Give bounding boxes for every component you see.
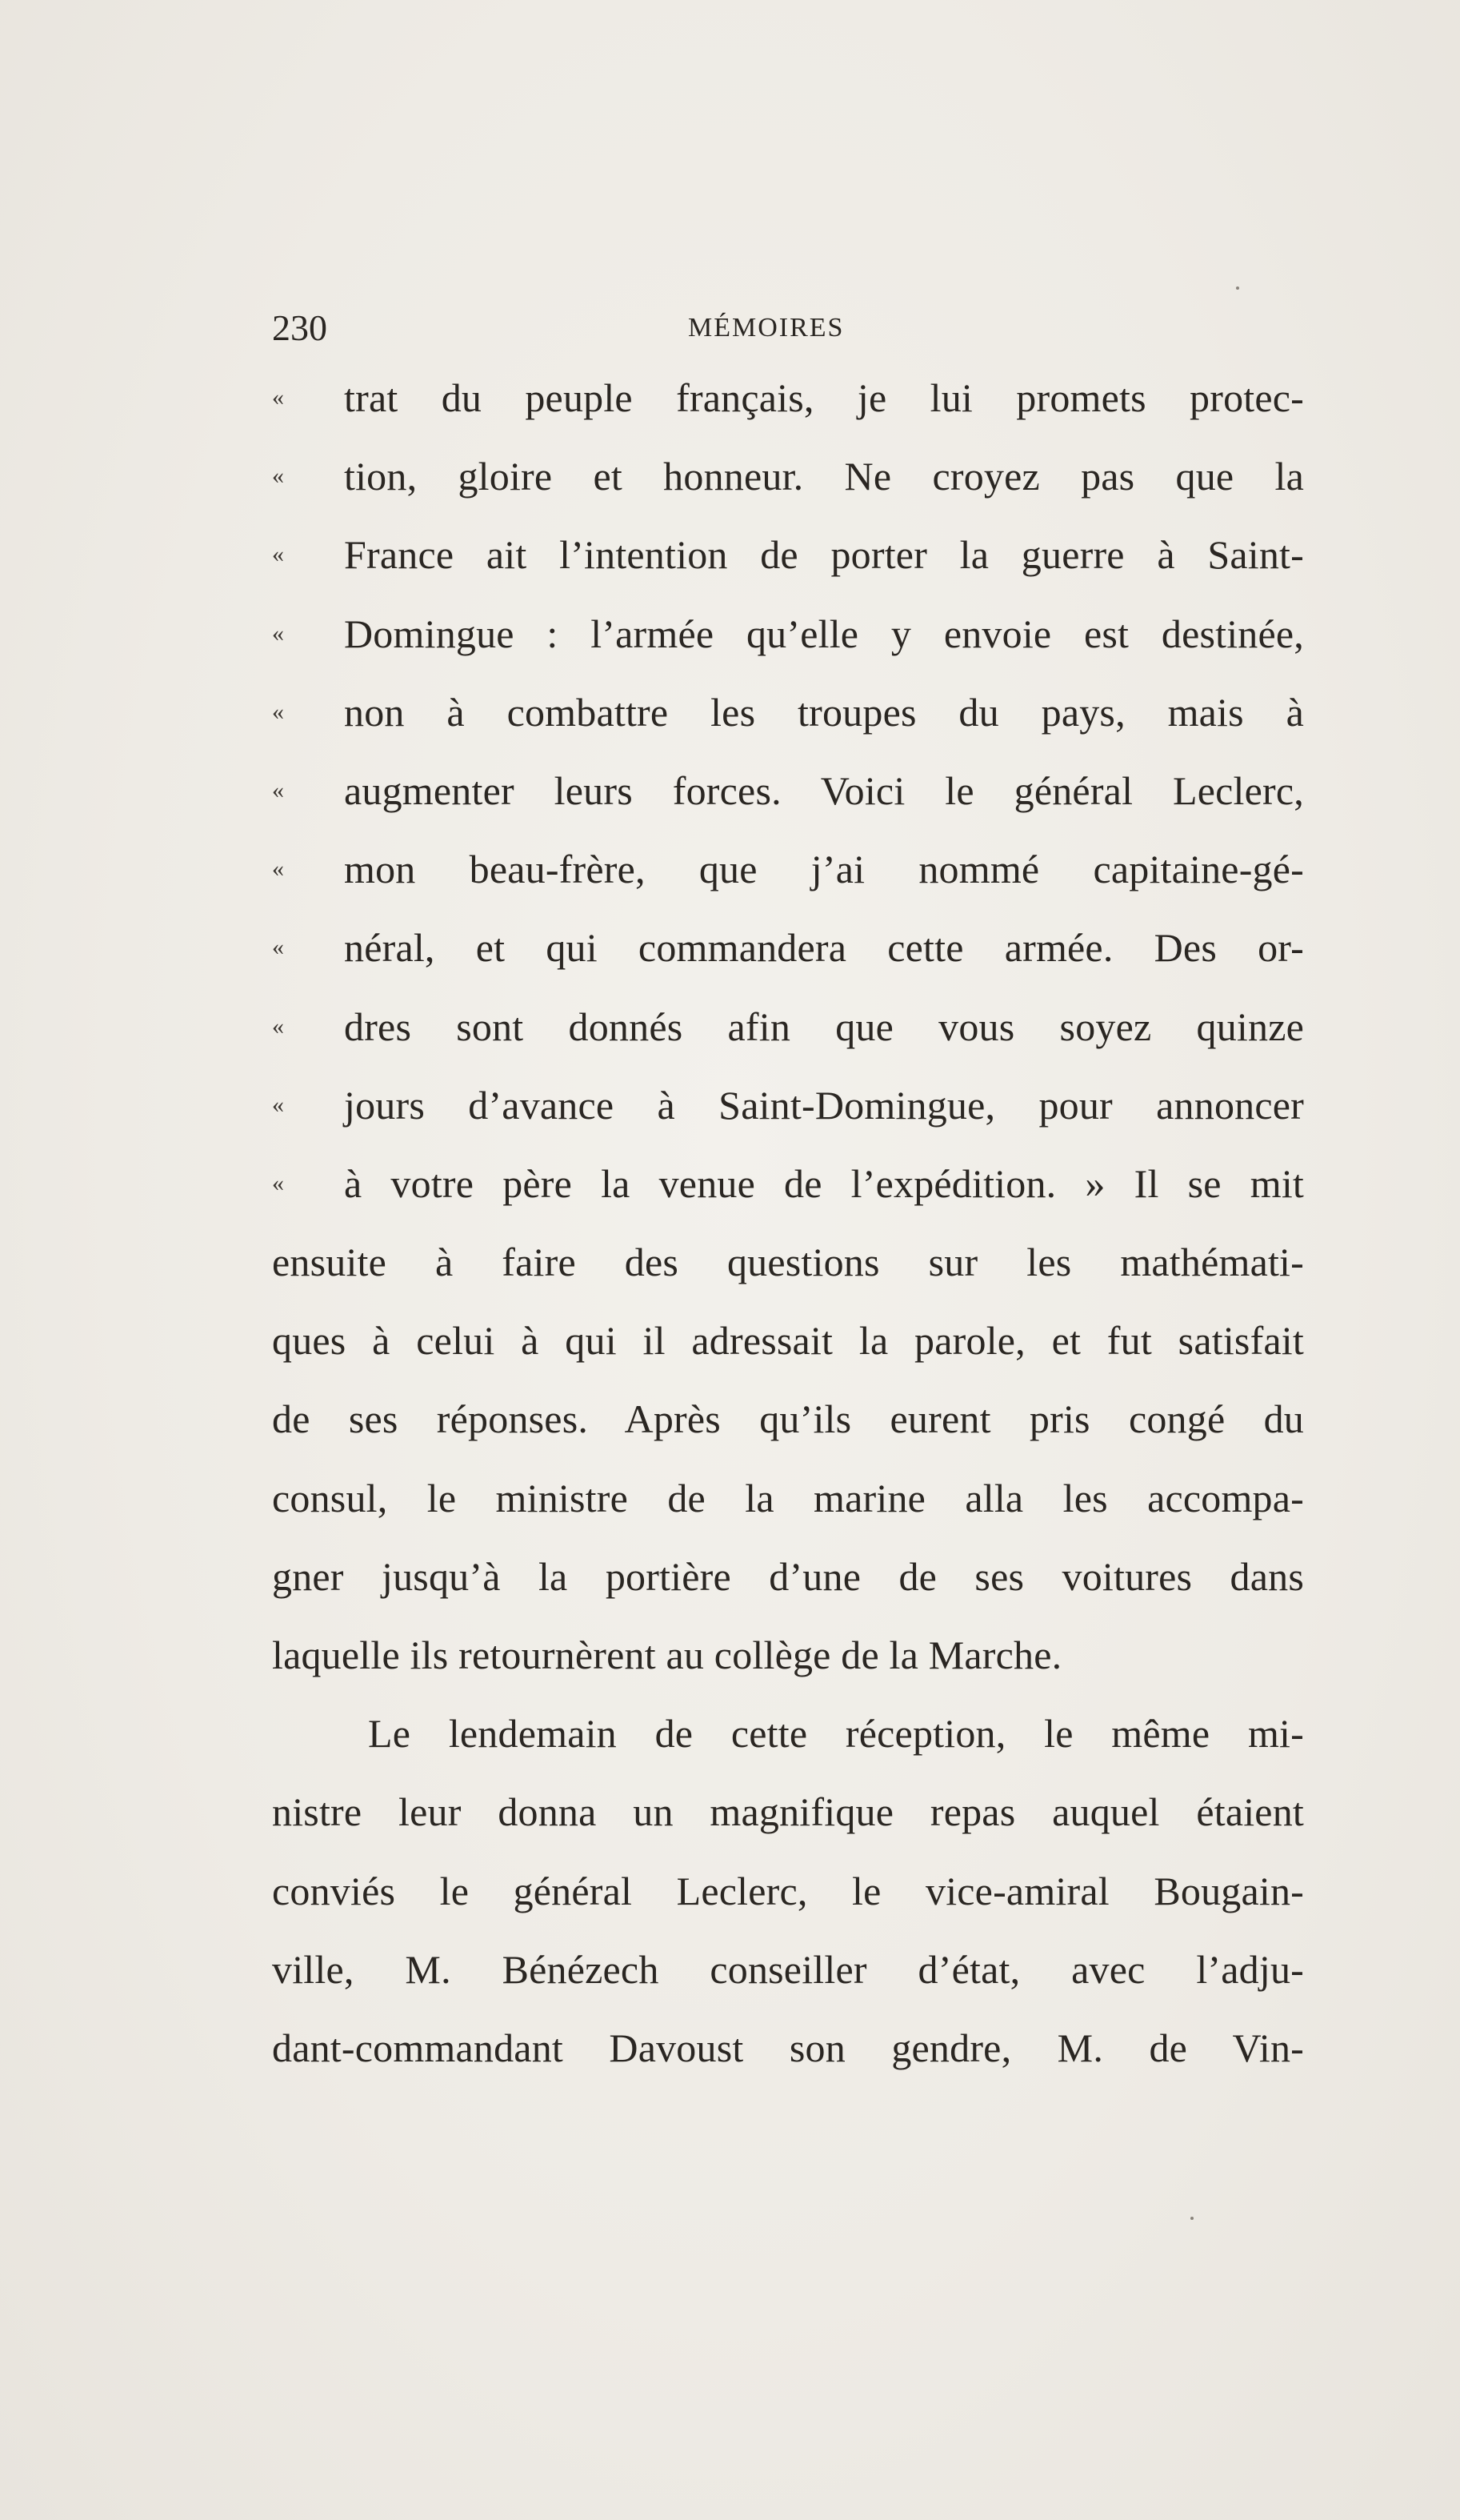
body-text (272, 359, 1304, 2087)
line-text: dant-commandant Davoust son gendre, M. de Vin- (272, 2025, 1304, 2070)
line-text: laquelle ils retournèrent au collège de la Marche. (272, 1633, 1062, 1677)
line-text: nistre leur donna un magnifique repas auquel étaient (272, 1789, 1304, 1835)
text-line (272, 988, 1304, 1066)
text-line (272, 673, 1304, 751)
text-line (272, 1066, 1304, 1144)
quote-mark: « (272, 541, 285, 568)
text-line (272, 1852, 1304, 1930)
text-line (272, 2009, 1304, 2087)
page-number: 230 (272, 307, 327, 348)
quote-mark: « (272, 855, 285, 883)
line-text: augmenter leurs forces. Voici le général Leclerc, (344, 767, 1304, 813)
line-text: tion, gloire et honneur. Ne croyez pas que la (344, 454, 1304, 499)
line-text: dres sont donnés afin que vous soyez quinze (344, 1004, 1304, 1049)
text-line (272, 1223, 1304, 1301)
line-text: Domingue : l’armée qu’elle y envoie est destinée, (344, 611, 1304, 656)
text-line (272, 1301, 1304, 1380)
text-line (272, 515, 1304, 594)
text-line (272, 908, 1304, 987)
line-text: trat du peuple français, je lui promets protec- (344, 375, 1304, 420)
quote-mark: « (272, 698, 285, 725)
text-line (272, 437, 1304, 515)
paper-speck (1236, 286, 1239, 290)
text-line (272, 1380, 1304, 1458)
line-text: de ses réponses. Après qu’ils eurent pris congé du (272, 1396, 1304, 1442)
text-line (272, 751, 1304, 830)
text-line (272, 595, 1304, 673)
text-line (272, 1773, 1304, 1851)
line-text: France ait l’intention de porter la guerre à Saint- (344, 532, 1304, 578)
line-text: mon beau-frère, que j’ai nommé capitaine-gé- (344, 847, 1304, 892)
quote-mark: « (272, 934, 285, 961)
paper-speck (1190, 2217, 1194, 2220)
text-line (272, 1144, 1304, 1223)
quote-mark: « (272, 776, 285, 803)
line-text: à votre père la venue de l’expédition. » Il se mit (344, 1160, 1304, 1206)
line-text: consul, le ministre de la marine alla les accompa- (272, 1475, 1304, 1520)
quote-mark: « (272, 384, 285, 411)
line-text: non à combattre les troupes du pays, mais à (344, 689, 1304, 735)
line-text: conviés le général Leclerc, le vice-amiral Bougain- (272, 1868, 1304, 1913)
line-text: ques à celui à qui il adressait la parole, et fut satisfait (272, 1318, 1304, 1364)
quote-mark: « (272, 1012, 285, 1040)
quote-mark: « (272, 619, 285, 647)
running-head: MÉMOIRES (688, 313, 845, 343)
text-line (272, 1537, 1304, 1616)
text-line (272, 830, 1304, 908)
line-text: néral, et qui commandera cette armée. Des or- (344, 925, 1304, 971)
text-line (272, 1616, 1304, 1694)
line-text: Le lendemain de cette réception, le même mi- (368, 1711, 1304, 1757)
quote-mark: « (272, 1091, 285, 1118)
quote-mark: « (272, 1169, 285, 1196)
text-line (272, 1459, 1304, 1537)
text-line (272, 1694, 1304, 1773)
page-header (272, 304, 1304, 352)
line-text: ville, M. Bénézech conseiller d’état, avec l’adju- (272, 1946, 1304, 1992)
line-text: gner jusqu’à la portière d’une de ses voitures dans (272, 1553, 1304, 1599)
line-text: ensuite à faire des questions sur les mathémati- (272, 1240, 1304, 1285)
text-line (272, 359, 1304, 437)
quote-mark: « (272, 463, 285, 490)
text-line (272, 1930, 1304, 2009)
line-text: jours d’avance à Saint-Domingue, pour annoncer (344, 1082, 1304, 1128)
